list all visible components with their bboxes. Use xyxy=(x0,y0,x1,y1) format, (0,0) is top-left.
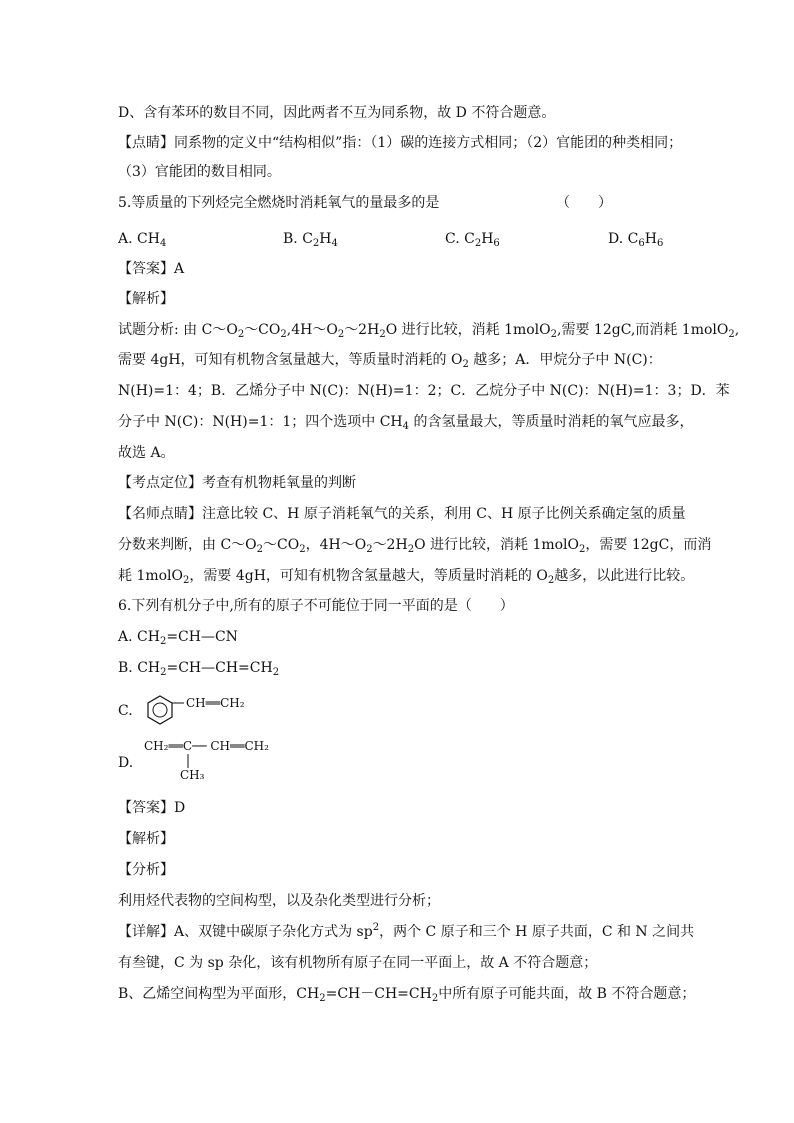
detail-line-2: 有叁键，C 为 sp 杂化，该有机物所有原子在同一平面上，故 A 不符合题意； xyxy=(118,955,598,971)
question-5-paren: （ ） xyxy=(556,195,612,211)
q5-option-d: D. $C_6H_6$ xyxy=(608,231,664,249)
q5-option-b: B. $C_2H_4$ xyxy=(283,231,338,249)
question-6: 6.下列有机分子中,所有的原子不可能位于同一平面的是（ ） xyxy=(118,598,514,614)
tip-line-2: （3）官能团的数目相同。 xyxy=(118,164,281,180)
q6-option-c-label: C. xyxy=(118,703,133,719)
question-5: 5.等质量的下列烃完全燃烧时消耗氧气的量最多的是 xyxy=(118,195,440,211)
styrene-structure xyxy=(144,692,254,728)
q5-option-c: C. $C_2H_6$ xyxy=(445,231,500,249)
answer-6: 【答案】D xyxy=(118,800,186,816)
analysis-heading: 【分析】 xyxy=(118,862,174,878)
detail-line-3: B、乙烯空间构型为平面形，$CH_2=CH-CH=CH_2$中所有原子可能共面，故 B 不符合题意； xyxy=(118,986,696,1004)
styrene-vinyl-label: CH══CH₂ xyxy=(186,696,245,710)
q6-option-b: B. $CH_2=CH—CH=CH_2$ xyxy=(118,660,280,678)
teacher-tip-line-3: 耗 1molO$_2$，需要 4gH，可知有机物含氢量越大，等质量时消耗的 $O_2$越多，以此进行比较。 xyxy=(118,568,695,586)
q6-option-d-label: D. xyxy=(118,755,134,771)
isoprene-main-chain: CH₂══C── CH══CH₂ xyxy=(144,739,269,753)
q6-option-a: A. $CH_2=CH—CN$ xyxy=(118,629,238,647)
analysis-5-line-1: 试题分析: 由 $C\sim O_2\sim CO_2,4H\sim O_2\sim 2H_2O$ 进行比较，消耗 1molO$_2$,需要 12gC,而消耗 1molO$_2$, xyxy=(118,322,740,340)
q5-option-a: A. $CH_4$ xyxy=(118,231,167,249)
detail-line-1: 【详解】A、双键中碳原子杂化方式为 $sp^2$，两个 C 原子和三个 H 原子共面，C 和 N 之间共 xyxy=(118,922,695,940)
analysis-5-heading: 【解析】 xyxy=(118,291,174,307)
analysis-5-line-3: N(H)=1：4；B．乙烯分子中 N(C)：N(H)=1：2；C．乙烷分子中 N(C)：N(H)=1：3；D．苯 xyxy=(118,383,730,399)
exam-point: 【考点定位】考查有机物耗氧量的判断 xyxy=(118,475,356,491)
teacher-tip-line-1: 【名师点睛】注意比较 C、H 原子消耗氧气的关系，利用 C、H 原子比例关系确定氢的质量 xyxy=(118,506,686,522)
analysis-5-line-4: 分子中 N(C)：N(H)=1：1；四个选项中 $CH_4$ 的含氢量最大，等质量时消耗的氧气应最多， xyxy=(118,414,694,432)
isoprene-methyl: CH₃ xyxy=(180,768,205,782)
analysis-5-line-2: 需要 4gH，可知有机物含氢量越大，等质量时消耗的 $O_2$ 越多；A．甲烷分子中 N(C)： xyxy=(118,352,662,370)
analysis-5-line-5: 故选 A。 xyxy=(118,445,175,461)
teacher-tip-line-2: 分数来判断，由 $C\sim O_2\sim CO_2$，$4H\sim O_2\sim 2H_2O$ 进行比较，消耗 1molO$_2$，需要 12gC，而消 xyxy=(118,537,712,555)
analysis-text: 利用烃代表物的空间构型，以及杂化类型进行分析； xyxy=(118,893,440,909)
tip-line-1: 【点睛】同系物的定义中“结构相似”指：（1）碳的连接方式相同；（2）官能团的种类相同； xyxy=(118,135,683,151)
answer-5: 【答案】A xyxy=(118,261,185,277)
option-d-explanation: D、含有苯环的数目不同，因此两者不互为同系物，故 D 不符合题意。 xyxy=(118,105,556,121)
isoprene-structure xyxy=(144,736,294,782)
analysis-6-heading: 【解析】 xyxy=(118,831,174,847)
